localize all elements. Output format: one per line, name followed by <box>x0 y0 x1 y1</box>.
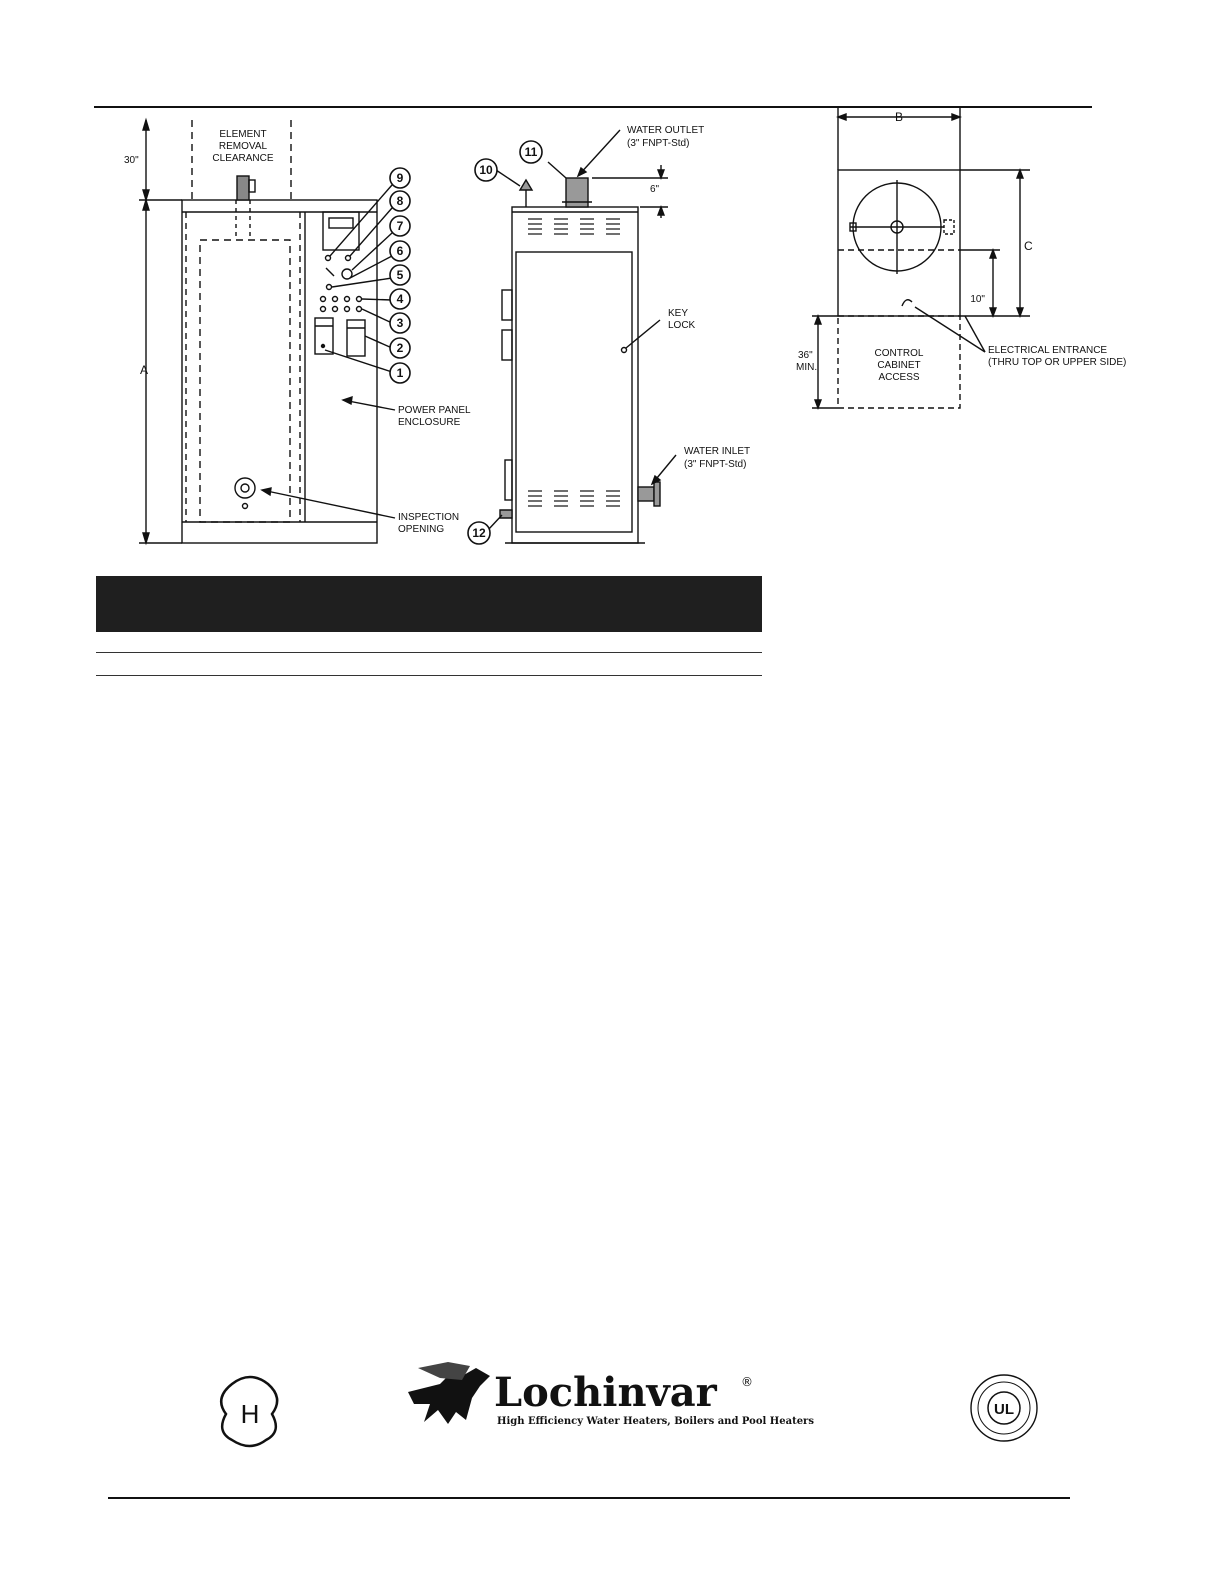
electrical-entrance-label-line2: (THRU TOP OR UPPER SIDE) <box>988 357 1127 368</box>
front-view-labels <box>124 129 471 535</box>
callout-5: 5 <box>396 268 404 282</box>
side-view-drawing <box>488 130 676 543</box>
dimension-30: 30" <box>124 155 139 166</box>
dimension-36-line1: 36" <box>798 350 813 361</box>
water-inlet-label-line2: (3" FNPT-Std) <box>684 459 747 470</box>
inspection-label-line1: INSPECTION <box>398 512 460 523</box>
clearance-label-line3: CLEARANCE <box>212 153 274 164</box>
dimension-c: C <box>1024 239 1033 253</box>
table-rule-1 <box>96 652 762 653</box>
dimension-b: B <box>894 110 904 124</box>
callout-1: 1 <box>396 366 404 380</box>
electrical-entrance-label-line1: ELECTRICAL ENTRANCE <box>988 345 1108 356</box>
key-lock-label-line1: KEY <box>668 308 689 319</box>
bottom-rule <box>108 1497 1070 1499</box>
callout-8: 8 <box>396 194 404 208</box>
water-inlet-label-line1: WATER INLET <box>684 446 751 457</box>
power-panel-label-line2: ENCLOSURE <box>398 417 461 428</box>
callout-11: 11 <box>524 145 538 159</box>
control-cabinet-label-line2: CABINET <box>877 360 921 371</box>
table-rule-2 <box>96 675 762 676</box>
callout-10: 10 <box>479 163 493 177</box>
inspection-label-line2: OPENING <box>398 524 445 535</box>
dimension-6: 6" <box>650 184 660 195</box>
callout-12: 12 <box>472 526 486 540</box>
table-header-band <box>96 576 762 632</box>
lochinvar-tagline: High Efficiency Water Heaters, Boilers and Pool Heaters <box>497 1416 814 1427</box>
power-panel-label-line1: POWER PANEL <box>398 405 471 416</box>
dimension-10: 10" <box>970 294 985 305</box>
callout-6: 6 <box>396 244 404 258</box>
dimension-a: A <box>140 363 149 377</box>
callout-4: 4 <box>396 292 404 306</box>
h-stamp-letter: H <box>240 1399 260 1429</box>
control-cabinet-label-line3: ACCESS <box>878 372 920 383</box>
clearance-label-line2: REMOVAL <box>218 141 268 152</box>
water-outlet-label-line1: WATER OUTLET <box>627 125 705 136</box>
callout-7: 7 <box>396 219 404 233</box>
ul-certification-logo <box>971 1375 1037 1441</box>
callout-9: 9 <box>396 171 404 185</box>
lochinvar-wordmark: Lochinvar <box>494 1369 717 1416</box>
control-cabinet-label-line1: CONTROL <box>874 348 924 359</box>
h-stamp-logo <box>221 1377 277 1446</box>
callout-3: 3 <box>396 316 404 330</box>
key-lock-label-line2: LOCK <box>668 320 696 331</box>
registered-mark: ® <box>741 1375 753 1389</box>
front-view-drawing <box>139 120 395 543</box>
top-view-labels <box>796 110 1126 383</box>
lochinvar-logo <box>408 1362 814 1427</box>
ul-mark: UL <box>994 1401 1014 1418</box>
clearance-label-line1: ELEMENT <box>219 129 267 140</box>
water-outlet-label-line2: (3" FNPT-Std) <box>627 138 690 149</box>
callout-2: 2 <box>396 341 404 355</box>
side-view-labels <box>627 125 750 470</box>
front-view-callouts <box>390 168 410 383</box>
dimension-36-line2: MIN. <box>796 362 818 373</box>
